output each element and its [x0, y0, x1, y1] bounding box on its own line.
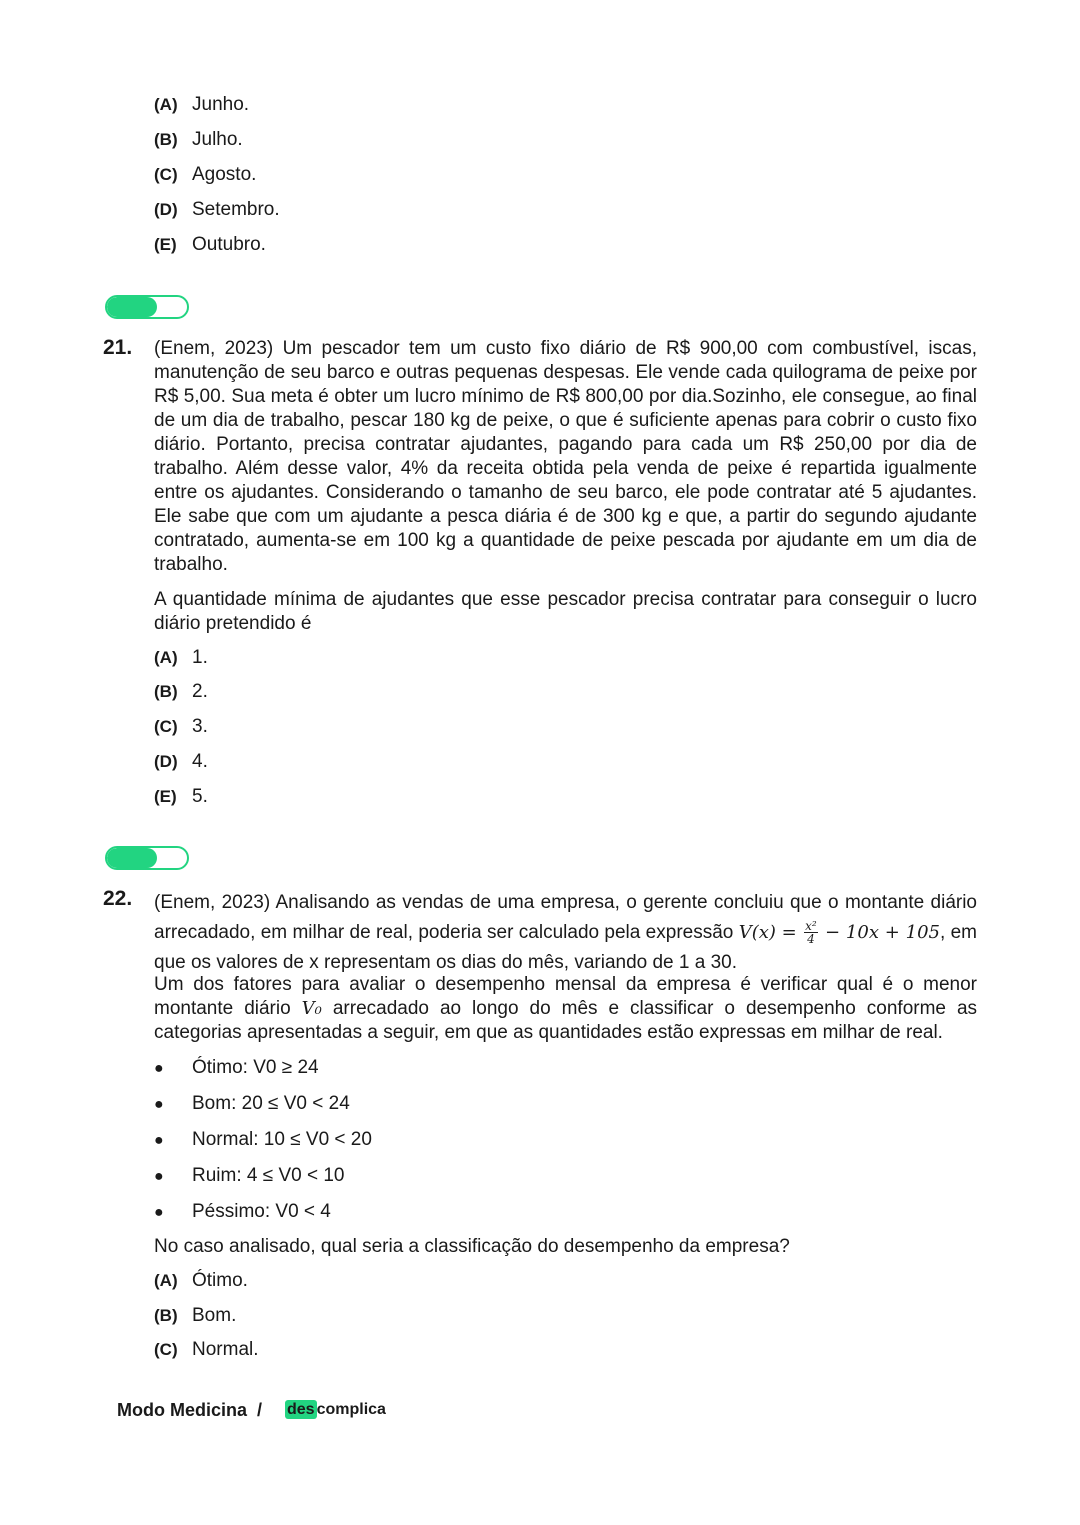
category-item	[154, 1053, 319, 1083]
bullet-icon: ●	[154, 1060, 164, 1077]
option-letter: (D)	[154, 200, 178, 219]
option-e	[154, 230, 266, 260]
option-text: Ótimo.	[192, 1270, 248, 1291]
formula-fraction	[804, 920, 818, 945]
question-number: 21.	[103, 336, 133, 359]
logo-des: des	[287, 1401, 315, 1418]
option-b	[154, 125, 243, 155]
category-text: Ótimo: V0 ≥ 24	[192, 1057, 319, 1078]
question-number: 22.	[103, 887, 133, 910]
statement-text: (Enem, 2023) Analisando as vendas de uma empresa, o gerente concluiu que o montante diário arrecadado, em milhar de real, poderia ser calculado pela expressão	[154, 892, 977, 943]
option-letter: (B)	[154, 682, 178, 701]
option-a	[154, 90, 249, 120]
option-letter: (A)	[154, 95, 178, 114]
question-statement-continued	[154, 973, 977, 1045]
logo-complica: complica	[316, 1401, 386, 1418]
option-letter: (E)	[154, 235, 177, 254]
question-statement	[154, 888, 977, 978]
option-b	[154, 1301, 236, 1331]
statement-text: arrecadado ao longo do mês e classificar o desempenho conforme as categorias apresentadas a seguir, em que as quantidades estão expressas em milhar de real.	[154, 998, 978, 1043]
category-text: Ruim: 4 ≤ V0 < 10	[192, 1165, 345, 1186]
option-letter: (E)	[154, 787, 177, 806]
option-letter: (B)	[154, 130, 178, 149]
category-text: Bom: 20 ≤ V0 < 24	[192, 1093, 350, 1114]
statement-text: Um dos fatores para avaliar o desempenho mensal da empresa é verificar qual é o menor montante diário	[154, 974, 977, 1019]
category-text: Péssimo: V0 < 4	[192, 1201, 331, 1222]
bullet-icon: ●	[154, 1204, 164, 1221]
option-letter: (A)	[154, 648, 178, 667]
option-c	[154, 160, 256, 190]
v0-symbol: V₀	[301, 998, 322, 1019]
option-text: Outubro.	[192, 234, 266, 255]
option-letter: (C)	[154, 165, 178, 184]
option-c	[154, 712, 208, 742]
bullet-icon: ●	[154, 1168, 164, 1185]
option-a	[154, 643, 208, 673]
bullet-icon: ●	[154, 1096, 164, 1113]
statement-text: , em que os valores de x representam os dias do mês, variando de 1 a 30.	[154, 922, 978, 973]
category-text: Normal: 10 ≤ V0 < 20	[192, 1129, 372, 1150]
option-text: 1.	[192, 647, 208, 668]
option-b	[154, 677, 208, 707]
option-a	[154, 1266, 248, 1296]
question-prompt: A quantidade mínima de ajudantes que esse pescador precisa contratar para conseguir o lucro diário pretendido é	[154, 589, 977, 634]
option-text: Setembro.	[192, 199, 280, 220]
descomplica-logo	[285, 1401, 386, 1419]
bullet-icon: ●	[154, 1132, 164, 1149]
option-c	[154, 1335, 259, 1365]
option-text: Junho.	[192, 94, 250, 115]
question-statement: (Enem, 2023) Um pescador tem um custo fixo diário de R$ 900,00 com combustível, iscas, manutenção de seu barco e outras pequenas despesas. Ele vende cada quilograma de peixe por R$ 5,00. Sua meta é obter um lucro mínimo de R$ 800,00 por dia.Sozinho, ele consegue, ao final de um dia de trabalho, pescar 180 kg de peixe, o que é suficiente apenas para cobrir o custo fixo diário. Portanto, precisa contratar ajudantes, pagando para cada um R$ 250,00 por dia de trabalho. Além desse valor, 4% da receita obtida pela venda de peixe é repartida igualmente entre os ajudantes. Considerando o tamanho de seu barco, ele pode contratar até 5 ajudantes. Ele sabe que com um ajudante a pesca diária é de 300 kg e que, a partir do segundo ajudante contratado, aumenta-se em 100 kg a quantidade de peixe pescada por ajudante em um dia de trabalho.	[154, 338, 977, 575]
option-text: Julho.	[192, 129, 243, 150]
option-text: 5.	[192, 786, 208, 807]
progress-pill-icon	[105, 846, 189, 870]
option-text: Bom.	[192, 1305, 237, 1326]
option-letter: (B)	[154, 1306, 178, 1325]
option-d	[154, 195, 280, 225]
option-e	[154, 782, 208, 812]
option-letter: (C)	[154, 717, 178, 736]
formula-rhs: − 10x + 105	[825, 922, 940, 943]
brand-text: Modo Medicina	[117, 1400, 247, 1420]
option-letter: (D)	[154, 752, 178, 771]
separator: /	[257, 1400, 263, 1420]
question-prompt: No caso analisado, qual seria a classificação do desempenho da empresa?	[154, 1236, 790, 1257]
progress-pill-icon	[105, 295, 189, 319]
option-text: 2.	[192, 681, 208, 702]
footer-brand	[117, 1400, 262, 1421]
fraction-numerator: x²	[805, 919, 817, 934]
option-text: Agosto.	[192, 164, 257, 185]
option-text: 3.	[192, 716, 208, 737]
category-item	[154, 1197, 331, 1227]
option-text: Normal.	[192, 1339, 259, 1360]
option-letter: (C)	[154, 1340, 178, 1359]
category-item	[154, 1089, 350, 1119]
option-d	[154, 747, 208, 777]
category-item	[154, 1161, 344, 1191]
option-letter: (A)	[154, 1271, 178, 1290]
formula-lhs: V(x) =	[738, 922, 797, 943]
category-item	[154, 1125, 372, 1155]
option-text: 4.	[192, 751, 208, 772]
fraction-denominator: 4	[807, 932, 815, 947]
